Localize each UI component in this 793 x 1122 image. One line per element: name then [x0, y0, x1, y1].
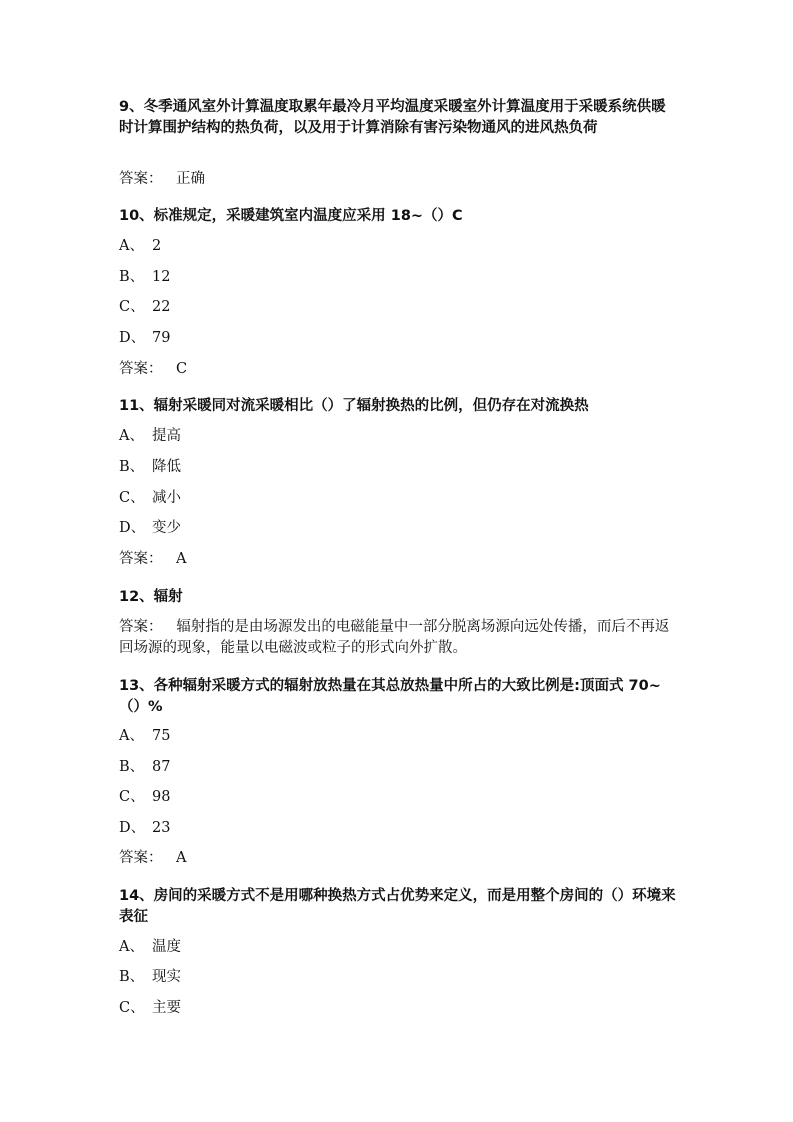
option-text: 12 — [152, 269, 171, 285]
option-text: 23 — [152, 820, 171, 836]
question-12-answer — [119, 617, 679, 659]
answer-value: C — [176, 361, 188, 377]
option-letter: C、 — [119, 490, 145, 506]
question-10-option-b — [119, 267, 170, 288]
question-10-option-d — [119, 328, 170, 349]
question-11-option-a — [119, 426, 181, 447]
option-letter: B、 — [119, 459, 145, 475]
answer-label: 答案： — [119, 361, 163, 377]
answer-label: 答案： — [119, 171, 163, 187]
option-text: 22 — [152, 299, 171, 315]
question-11-title: 11、辐射采暖同对流采暖相比（）了辐射换热的比例，但仍存在对流换热 — [119, 398, 589, 414]
question-10-option-a — [119, 236, 161, 257]
option-letter: C、 — [119, 299, 145, 315]
answer-label: 答案： — [119, 551, 163, 567]
option-letter: A、 — [119, 428, 144, 444]
answer-value: A — [176, 551, 187, 567]
option-text: 98 — [152, 789, 171, 805]
question-9-answer — [119, 169, 205, 190]
question-13-title: 13、各种辐射采暖方式的辐射放热量在其总放热量中所占的大致比例是:顶面式 70~（）% — [119, 678, 661, 715]
question-10-answer — [119, 359, 187, 380]
question-14-option-b — [119, 967, 181, 988]
answer-label: 答案： — [119, 850, 163, 866]
option-letter: C、 — [119, 789, 145, 805]
option-letter: A、 — [119, 728, 144, 744]
option-text: 提高 — [152, 428, 181, 444]
option-text: 79 — [152, 330, 171, 346]
option-letter: B、 — [119, 759, 145, 775]
question-12-title: 12、辐射 — [119, 589, 183, 605]
answer-label: 答案： — [119, 619, 163, 635]
option-letter: D、 — [119, 330, 146, 346]
option-letter: A、 — [119, 939, 144, 955]
option-letter: D、 — [119, 520, 146, 536]
option-letter: A、 — [119, 238, 144, 254]
option-letter: C、 — [119, 1000, 145, 1016]
option-text: 温度 — [152, 939, 181, 955]
question-13-answer — [119, 848, 186, 869]
question-11-option-d — [119, 518, 181, 539]
answer-value: 辐射指的是由场源发出的电磁能量中一部分脱离场源向远处传播，而后不再返回场源的现象，能量以电磁波或粒子的形式向外扩散。 — [119, 619, 670, 656]
option-text: 降低 — [152, 459, 181, 475]
option-letter: D、 — [119, 820, 146, 836]
option-text: 变少 — [152, 520, 181, 536]
option-text: 减小 — [152, 490, 181, 506]
question-10-option-c — [119, 297, 170, 318]
question-13-option-d — [119, 818, 170, 839]
question-11-answer — [119, 549, 186, 570]
question-13-option-c — [119, 787, 170, 808]
question-13-option-a — [119, 726, 170, 747]
answer-value: 正确 — [176, 171, 205, 187]
question-14-title: 14、房间的采暖方式不是用哪种换热方式占优势来定义，而是用整个房间的（）环境来表征 — [119, 888, 676, 925]
question-10-title: 10、标准规定，采暖建筑室内温度应采用 18~（）C — [119, 208, 463, 224]
question-9-title: 9、冬季通风室外计算温度取累年最冷月平均温度采暖室外计算温度用于采暖系统供暖时计算围护结构的热负荷，以及用于计算消除有害污染物通风的进风热负荷 — [119, 99, 666, 136]
option-text: 75 — [152, 728, 171, 744]
option-text: 现实 — [152, 969, 181, 985]
option-text: 主要 — [152, 1000, 181, 1016]
question-13-option-b — [119, 757, 170, 778]
question-11-option-b — [119, 457, 181, 478]
option-text: 87 — [152, 759, 171, 775]
option-letter: B、 — [119, 969, 145, 985]
option-text: 2 — [152, 238, 162, 254]
option-letter: B、 — [119, 269, 145, 285]
answer-value: A — [176, 850, 187, 866]
question-11-option-c — [119, 488, 181, 509]
question-14-option-a — [119, 937, 181, 958]
question-14-option-c — [119, 998, 181, 1019]
